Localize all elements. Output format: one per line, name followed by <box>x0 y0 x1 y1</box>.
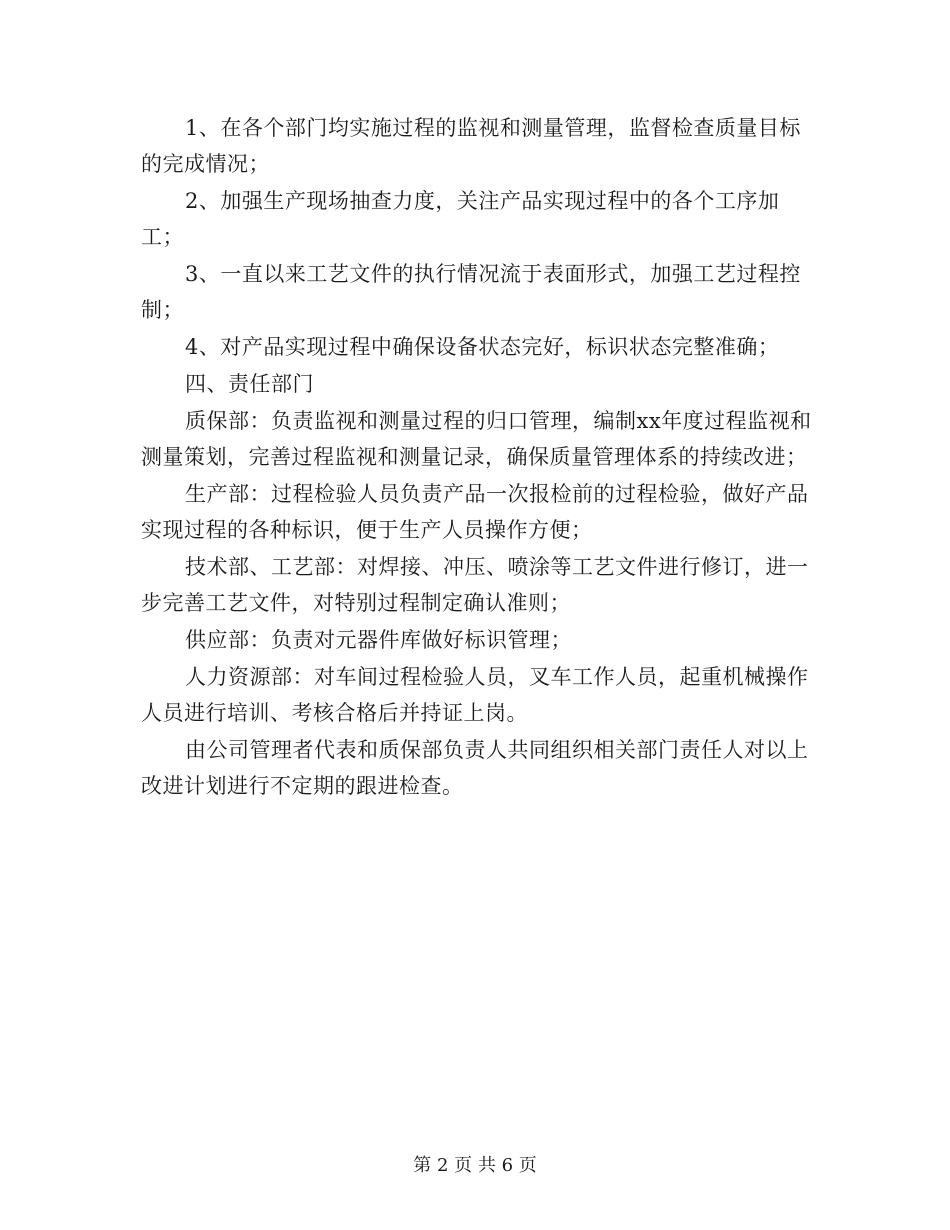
paragraph-tech-process-dept: 技术部、工艺部：对焊接、冲压、喷涂等工艺文件进行修订，进一步完善工艺文件，对特别过程制定确认准则； <box>141 555 809 615</box>
paragraph-production-dept: 生产部：过程检验人员负责产品一次报检前的过程检验，做好产品实现过程的各种标识，便于生产人员操作方便； <box>141 482 809 542</box>
section-heading-responsible-departments: 四、责任部门 <box>185 372 314 396</box>
document-body <box>141 110 813 805</box>
paragraph-item-4: 4、对产品实现过程中确保设备状态完好，标识状态完整准确； <box>185 335 780 359</box>
paragraph-hr-dept: 人力资源部：对车间过程检验人员，叉车工作人员，起重机械操作人员进行培训、考核合格后并持证上岗。 <box>141 665 809 725</box>
page-number-label: 第 2 页 共 6 页 <box>413 1155 537 1176</box>
paragraph-follow-up-check: 由公司管理者代表和质保部负责人共同组织相关部门责任人对以上改进计划进行不定期的跟进检查。 <box>141 738 809 798</box>
paragraph-item-3: 3、一直以来工艺文件的执行情况流于表面形式，加强工艺过程控制； <box>141 262 801 322</box>
paragraph-item-2: 2、加强生产现场抽查力度，关注产品实现过程中的各个工序加工； <box>141 189 780 249</box>
paragraph-quality-dept: 质保部：负责监视和测量过程的归口管理，编制xx年度过程监视和测量策划，完善过程监视和测量记录，确保质量管理体系的持续改进； <box>141 409 812 469</box>
paragraph-item-1: 1、在各个部门均实施过程的监视和测量管理，监督检查质量目标的完成情况； <box>141 116 801 176</box>
page-footer <box>0 1154 950 1178</box>
paragraph-supply-dept: 供应部：负责对元器件库做好标识管理； <box>185 628 572 652</box>
